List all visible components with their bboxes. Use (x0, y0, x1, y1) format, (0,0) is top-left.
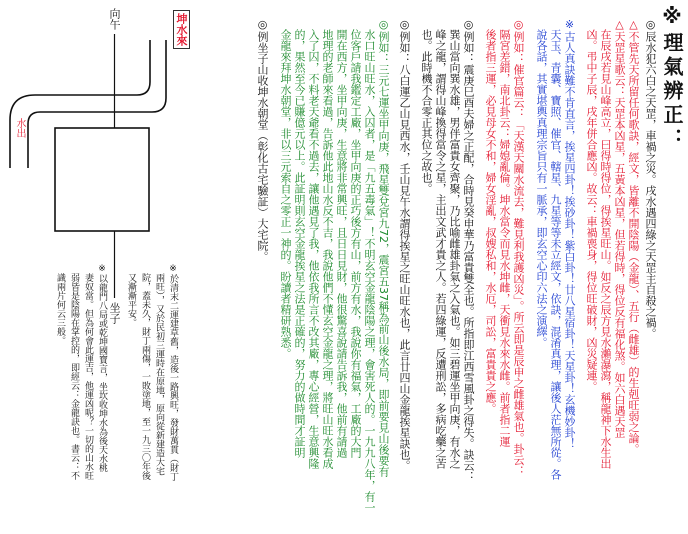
river-bank-line (28, 40, 166, 168)
text-column: 峰之龍，謂得山峰換得當令之星，主出文武才貴之人。若四綠運，反遭刑訟，多病吃藥之苦 (434, 29, 447, 469)
river-bank-line (10, 40, 150, 168)
incoming-water-label: 坤水來 (173, 10, 190, 49)
text-column: ◎例如：八白運乙山見西水，壬山見午水謂得挨星之旺山旺水也，此言廿四山金龍挨星訣也。 (398, 18, 411, 471)
facing-label: 向午 (108, 8, 121, 30)
outflow-water-label: 水出 (14, 118, 25, 138)
text-column: 後者指三運，必見母女不和，婦女淫亂，叔嫂私和，水厄，司訟，富貴貴之應。 (484, 29, 497, 414)
text-column: 也。此時機不合零正其位之故也。 (420, 29, 433, 194)
note-column: ※於清末二運建草舊，造後一路興旺，發財萬貫（財丁 (168, 264, 178, 481)
page-title: ※理氣辨正： (660, 4, 684, 152)
note-column: 妻奴當。但為何會此運吉，他運凶呢？一切的山水旺 (83, 273, 93, 480)
text-column: ※古人真訣難不肯直言，挨星四卦！挨砂卦！紫白卦！廿八星宿卦！天星卦！玄機妙卦！ (563, 18, 576, 449)
text-column: 在辰戌若見山峰高立，曰得時得位，得挨星旺山。如反之辰方見水瀨瀑瀉，稱龍神下水生出 (599, 29, 612, 469)
text-column: 入了囚，不料老天爺看不過去，讓他遇見了我，他依我所言不改其廠，專心經營，生意興隆 (307, 29, 320, 469)
text-column: 凶。弔中子辰，戌年併合應凶。故云：車禍喪身，得位旺破財，凶災疑連。 (585, 29, 598, 392)
sitting-label: 坐子 (108, 302, 121, 324)
text-column: 的，果然至今已賺億元以上。此証明則玄空金龍挨星之法是正確的，努力的做時間才証明 (293, 29, 306, 458)
note-column: 弱皆是陰陽在掌控的，即經云：金龍訣也。書云：不 (69, 273, 79, 480)
text-column: 隔宮差錯，南北卦云：婦媳亂倫。坤水當令而見水坤雌，天衝見水來水雌。前者指二運 (498, 29, 511, 447)
text-column: △天罡星歌云：天罡本凶星，五黃本凶星，但若得時，得位反有福化煞。如六白遇天罡 (613, 18, 626, 438)
text-column: 位客戶請我鑑定工廠，坐甲向庚的正巧後方有山，前方有水，我說你有福氣，工廠的大門 (349, 29, 362, 458)
note-column: ※以龍門八局或乾坤國寶言，坐坎收坤水為後天水桃 (97, 264, 107, 472)
site-diagram (0, 0, 200, 300)
text-column: 水口旺山旺水，入囚者，是「九五毒氣」！不明玄空金龍陰陽之理，會害死人的。一九九八年，有一 (363, 29, 376, 513)
note-column: 院，蓋未久，財丁兩傷，一敗塗地，至一九三〇年後 (140, 273, 150, 480)
text-column: 地理的老師來看過，告訴他此地山水反不吉，我說他們不懂玄空金龍之理，將旺山旺水看成 (321, 29, 334, 469)
text-column: 說各話，其實堪輿真理宗旨只有一脈承，即玄空心印六法之演繹。 (535, 29, 548, 348)
text-column: ◎辰水犯六白之天罡，車禍之災。戌水遇四綠之天罡主自殺之禍。 (644, 18, 657, 339)
text-column: 天玉、青囊、寶照、催官、轄星、九星等等未立經文，依訣，混淆真理，讓後人茫無所從。各 (549, 29, 562, 480)
note-column: 又漸漸平安。 (126, 273, 136, 327)
note-column: 兩旺），又於民初三運時在原地，原向從新建造大宅 (154, 273, 164, 476)
text-column: ◎例如：三元七運坐甲向庚，飛星雙兌宮九72，震宮五37稱為前山後水局，即前要見山後要有 (377, 18, 390, 477)
note-column: 識兩片何云三般。 (55, 273, 65, 345)
text-column: 金龍來拜坤水朝堂，非以三元索自之零正一神的。盼讀者精研熟悉。 (279, 29, 292, 359)
text-column: ◎例如：震庚巳酉夫婦之正配，合時見癸申華乃富貴雙全也。所指即江西雪風卦之得失。訣云： (462, 18, 475, 482)
text-column: 開在西方，坐甲向庚，生意將非常興旺，且日日見財，他很驚喜說請告訴我，他前有請過 (335, 29, 348, 458)
text-column: ◎例如：催官篇云：「天漢天關水流去，難見利我護凶災」。所云即是辰申之雌雄氣也。卦云： (512, 18, 525, 477)
house-outline (55, 128, 149, 231)
text-column: △不管先天所留任何歌訣，經文，皆離不開陰陽（金龍）、五行（雌雄）的生剋旺弱之論。 (627, 18, 640, 455)
text-column: ◎例坐子山收坤水朝堂（彰化古宅驗証）大宅院。 (256, 18, 269, 262)
text-column: 巽山當向巽水雄，男伴富貴女齊聚，乃比喻雌雄卦氣之入氣也。如三碧運坐甲向庚，有水之 (448, 29, 461, 469)
